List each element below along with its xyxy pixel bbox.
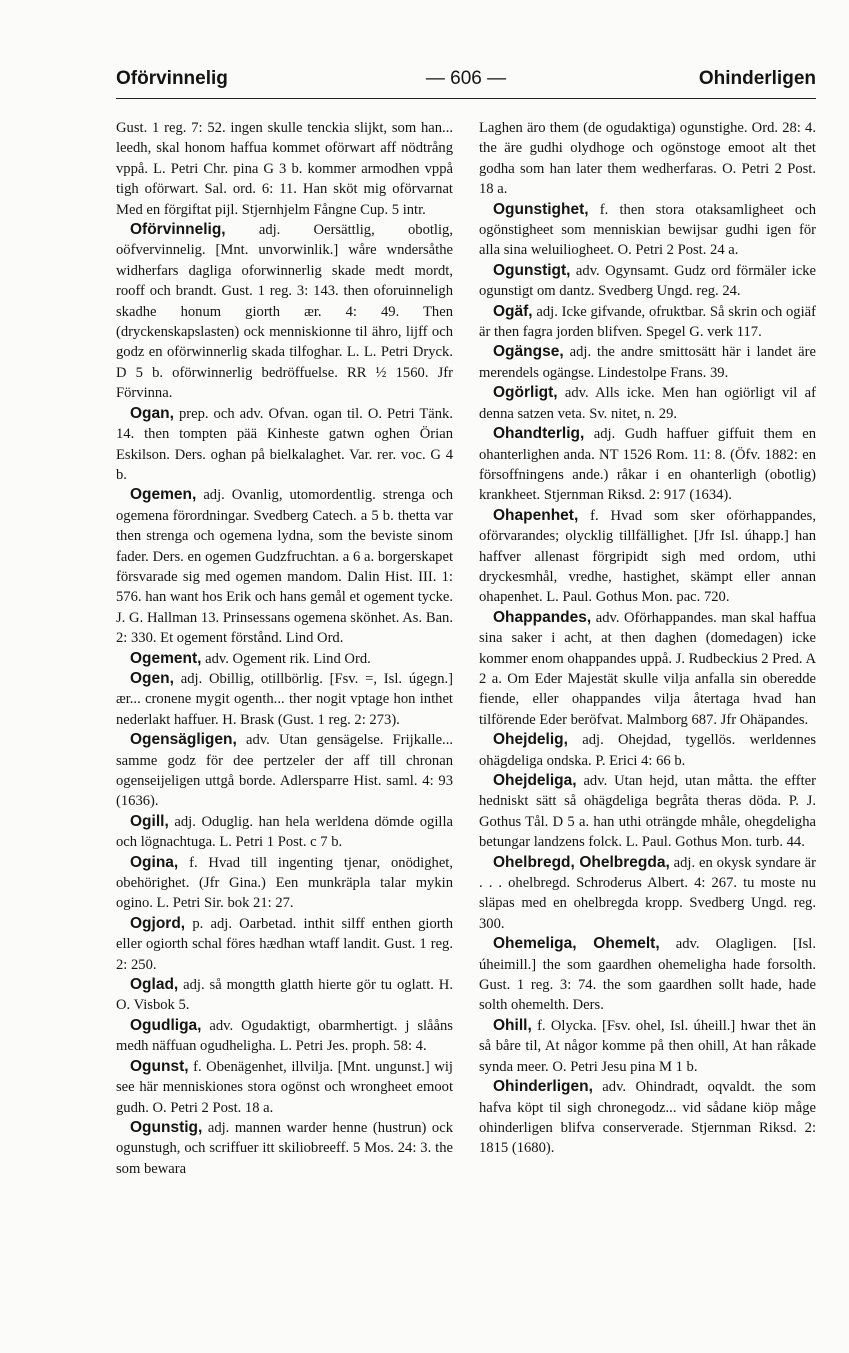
entry-text: f. Obenägenhet, illvilja. [Mnt. ungunst.] wij see här menniskiones stora ogönst och wrongheet emoot gudh. O. Petri 2 Post. 18 a. — [116, 1058, 453, 1116]
dictionary-entry — [116, 1118, 453, 1179]
headword: Ogill, — [130, 812, 169, 830]
headword: Ogjord, — [130, 914, 186, 932]
dictionary-entry — [479, 200, 816, 261]
entry-text: adj. Icke gifvande, ofruktbar. Så skrin och ogiäf är then fagra jorden blifven. Spegel G. verk 117. — [479, 303, 816, 341]
headword: Ohinderligen, — [493, 1078, 593, 1096]
entry-text: adv. Oförhappandes. man skal haffua sina saker i acht, at then daghen (domedagen) icke kommer enom ohappandes uppå. J. Rudbeckius 2 Pred. A 2 a. Om Eder Majestät skulle vilja anfalla sin oberedde fiende, eller ohappandes vilja återtaga hvad han tilförende Eder beröfvat. Malmborg 687. Jfr Ohäpandes. — [479, 609, 816, 728]
dictionary-entry — [479, 506, 816, 608]
right-column — [479, 118, 816, 1159]
headword: Oglad, — [130, 976, 179, 994]
dictionary-entry — [479, 853, 816, 935]
entry-text: adj. Obillig, otillbörlig. [Fsv. =, Isl. úgegn.] ær... cronene mygit ogenth... ther nogit vptage hon inthet nederlakt haffuer. H. Brask (Gust. 1 reg. 2: 273). — [116, 670, 453, 728]
headword: Ogängse, — [493, 343, 564, 361]
headword: Ohill, — [493, 1016, 532, 1034]
dictionary-entry — [479, 118, 816, 200]
headword: Ohappandes, — [493, 608, 592, 626]
entry-text: adj. Ovanlig, utomordentlig. strenga och ogemena förordningar. Svedberg Catech. a 5 b. thetta var then strenga och ogemena lydna, som the beviste sinom fader. Ders. en ogemen Gudzfruchtan. a 6 a. borgerskapet försvarade sig med ogemen mandom. Dalin Hist. III. 1: 576. han want hos Erik och hans gemål et ogement tycke. J. G. Hallman 13. Prinsessans ogemena skönhet. As. Ban. 2: 330. Et ogement förstånd. Lind Ord. — [116, 487, 453, 647]
dictionary-entry — [479, 302, 816, 343]
entry-text: Laghen äro them (de ogudaktiga) ogunstighe. Ord. 28: 4. the äre gudhi olydhoge och ogönstoge emoot alt thet godha som han later them wedherfaras. O. Petri 2 Post. 18 a. — [479, 120, 816, 198]
dictionary-entry — [479, 771, 816, 853]
entry-text: adv. Ogudaktigt, obarmhertigt. j slååns medh näffuan ogudheligha. L. Petri Jes. proph. 58: 4. — [116, 1017, 453, 1055]
headword: Oförvinnelig, — [130, 221, 226, 239]
entry-text: f. Hvad som sker oförhappandes, oförvarandes; olycklig tillfällighet. [Jfr Isl. úhapp.] han haffver allenast förgripidt sigh med ordom, uthi dryckesmhål, vredhe, hastighet, skämpt eller annan ohapenhet. L. Paul. Gothus Mon. pac. 720. — [479, 507, 816, 606]
entry-text: adj. en okysk syndare är . . . ohelbregd. Schroderus Albert. 4: 267. tu moste nu släpas med en ohelbregda kropp. Svedberg Ungd. reg. 300. — [479, 854, 816, 932]
headword: Ogunstigt, — [493, 261, 571, 279]
dictionary-entry — [116, 220, 453, 404]
headword: Ogement, — [130, 649, 202, 667]
entry-text: prep. och adv. Ofvan. ogan til. O. Petri Tänk. 14. then tompten pää Kinheste gatwn oghen Örian Eskilson. Ders. oghan på bielkalaghet. Var. rer. voc. G 4 b. — [116, 405, 453, 483]
entry-text: adj. Ohejdad, tygellös. werldennes ohägdeliga ondska. P. Erici 4: 66 b. — [479, 732, 816, 769]
entry-text: adv. Olagligen. [Isl. úheimill.] the som gaardhen ohemeligha hade forsolth. Gust. 1 reg. 3: 74. the som gaardhen sollt hade, hade solth ohemelth. Ders. — [479, 936, 816, 1014]
header-rule — [116, 98, 816, 99]
headword: Ogudliga, — [130, 1016, 202, 1034]
header-right-guideword: Ohinderligen — [698, 68, 816, 89]
entry-text: adv. Ogement rik. Lind Ord. — [205, 650, 371, 667]
entry-text: adj. Oersättlig, obotlig, oöfvervinnelig. [Mnt. unvorwinlik.] wåre wndersåthe widherfars dagliga oforwinnerlig skade medt mordt, rooff och brandt. Gust. 1 reg. 3: 143. then oforuinneligh skadhe honum giorth ær. 4: 49. Then (dryckenskapslasten) ock menniskionne til ähro, lijff och godz en oförwinnerlig skada tilfoghar. L. L. Petri Dryck. D 5 b. oförwinnerlig bedröffuelse. RR ½ 1560. Jfr Förvinna. — [116, 222, 453, 402]
entry-text: f. Hvad till ingenting tjenar, onödighet, obehörighet. (Jfr Gina.) Een munkräpla talar mykin ogino. L. Petri Sir. bok 21: 27. — [116, 854, 453, 912]
headword: Ohapenhet, — [493, 506, 579, 524]
entry-text: p. adj. Oarbetad. inthit silff enthen giorth eller ogiorth schal föres hædhan wtaff landit. Gust. 1 reg. 2: 250. — [116, 915, 453, 973]
entry-text: adv. Alls icke. Men han ogiörligt vil af denna satzen veta. Sv. nitet, n. 29. — [479, 385, 816, 422]
left-column — [116, 118, 453, 1179]
entry-text: adv. Ohindradt, oqvaldt. the som hafva köpt til sigh chronegodz... vid sådane kiöp måge ohinderligen blifva conserverade. Stjernman Riksd. 2: 1815 (1680). — [479, 1079, 816, 1157]
entry-text: adv. Ogynsamt. Gudz ord förmäler icke ogunstigt om dantz. Svedberg Ungd. reg. 24. — [479, 262, 816, 300]
dictionary-entry — [116, 485, 453, 648]
headword: Ogunstig, — [130, 1118, 203, 1136]
dictionary-entry — [479, 730, 816, 771]
dictionary-entry — [116, 914, 453, 975]
dictionary-entry — [116, 669, 453, 730]
running-header — [116, 64, 816, 94]
entry-text: adj. the andre smittosätt här i landet äre merendels ogängse. Lindestolpe Frans. 39. — [479, 344, 816, 381]
dictionary-entry — [116, 812, 453, 853]
headword: Ogörligt, — [493, 384, 558, 402]
dictionary-entry — [479, 261, 816, 302]
entry-text: adv. Utan hejd, utan måtta. the effter hedniskt sätt så ohägdeliga begråta theras döda. P. J. Gothus Tål. D 5 a. han uthi oträngde mhåle, ohegdeligha betungar landzens folck. L. Paul. Gothus Mon. turb. 44. — [479, 773, 816, 851]
dictionary-entry — [116, 1016, 453, 1057]
dictionary-entry — [116, 404, 453, 486]
dictionary-entry — [116, 853, 453, 914]
dictionary-entry — [116, 649, 453, 669]
entry-text: adj. mannen warder henne (hustrun) ock ogunstugh, och scriffuer itt skiliobreeff. 5 Mos. 24: 3. the som bewara — [116, 1119, 453, 1177]
headword: Ogan, — [130, 404, 174, 422]
dictionary-entry — [479, 342, 816, 383]
page-number: — 606 — — [425, 68, 507, 89]
header-left-guideword: Oförvinnelig — [116, 68, 228, 89]
dictionary-entry — [116, 975, 453, 1016]
dictionary-entry — [479, 383, 816, 424]
headword: Ogunst, — [130, 1057, 189, 1075]
headword: Ohelbregd, Ohelbregda, — [493, 853, 670, 871]
headword: Ogemen, — [130, 486, 197, 504]
headword: Ogina, — [130, 853, 179, 871]
dictionary-entry — [479, 1077, 816, 1159]
dictionary-entry — [116, 730, 453, 812]
dictionary-entry — [116, 1057, 453, 1118]
headword: Ohandterlig, — [493, 425, 585, 443]
dictionary-entry — [479, 934, 816, 1016]
dictionary-entry — [479, 424, 816, 506]
entry-text: adj. Oduglig. han hela werldena dömde ogilla och lögnachtuga. L. Petri 1 Post. c 7 b. — [116, 813, 453, 851]
headword: Ohejdeliga, — [493, 772, 577, 789]
entry-text: adj. Gudh haffuer giffuit them en ohanterlighen anda. NT 1526 Rom. 11: 8. (Öfv. 1882: en försoffningens ande.) råkar i en ohanterligh (obotlig) krankheet. Stjernman Riksd. 2: 917 (1634). — [479, 426, 816, 504]
entry-text: f. Olycka. [Fsv. ohel, Isl. úheill.] hwar thet än så båre til, At någor komme på then ohill, At han råkade synda meer. O. Petri Jesu pina M 1 b. — [479, 1017, 817, 1075]
headword: Ohemeliga, Ohemelt, — [493, 935, 660, 953]
headword: Ogensägligen, — [130, 731, 237, 749]
entry-text: adv. Utan gensägelse. Frijkalle... samme godz för dee pertzeler der aff till chronan ogenseijeligen uttgå borde. Adlersparre Hist. saml. 4: 93 (1636). — [116, 732, 453, 810]
headword: Ogunstighet, — [493, 200, 589, 218]
entry-text: adj. så mongtth glatth hierte gör tu oglatt. H. O. Visbok 5. — [116, 977, 453, 1014]
dictionary-entry — [479, 608, 816, 730]
dictionary-entry — [479, 1016, 816, 1077]
headword: Ogäf, — [493, 302, 533, 320]
dictionary-entry — [116, 118, 453, 220]
entry-text: Gust. 1 reg. 7: 52. ingen skulle tenckia slijkt, som han... leedh, skal honom haffua kommet oförwart aff nödtrång vppå. L. Petri Chr. pina G 3 b. kommer armodhen vppå tigh oförwart. Sal. ord. 6: 11. Han sköt mig oförvarnat Med en förgiftat pijl. Stjernhjelm Fångne Cup. 5 intr. — [116, 120, 453, 218]
headword: Ogen, — [130, 669, 174, 687]
entry-text: f. then stora otaksamligheet och ogönstigheet som menniskian bewijsar gudhi igen för alla sina weluiliogheet. O. Petri 2 Post. 24 a. — [479, 201, 816, 259]
headword: Ohejdelig, — [493, 731, 568, 749]
